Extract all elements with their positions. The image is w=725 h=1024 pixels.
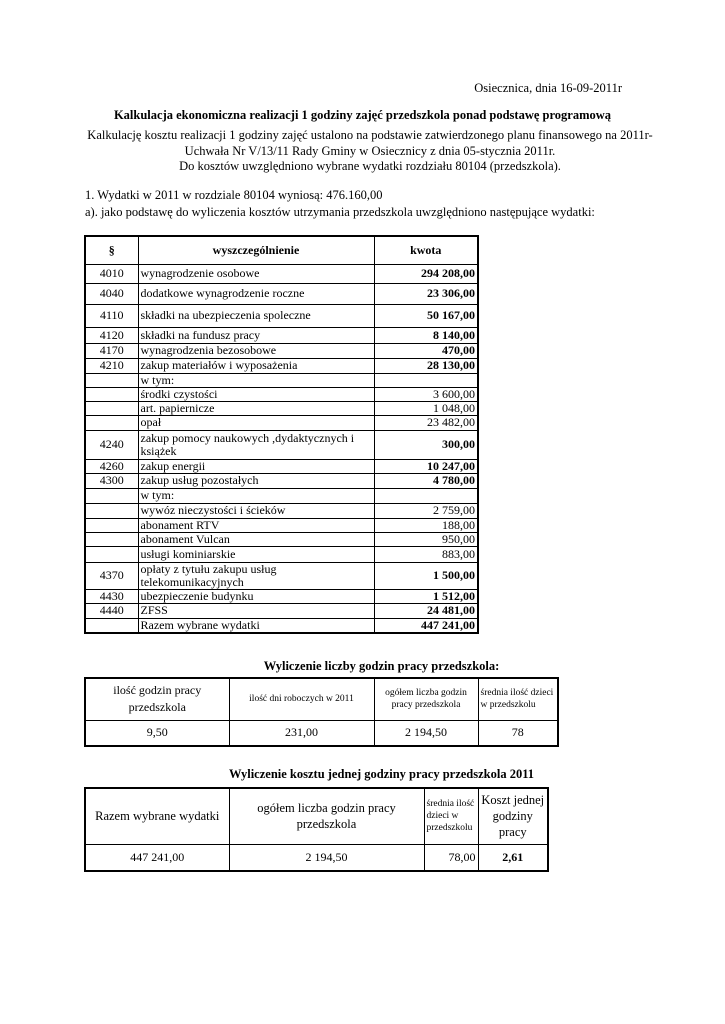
hours-value-total-hours: 2 194,50 bbox=[374, 720, 478, 746]
table-row bbox=[85, 618, 478, 633]
expense-name: wynagrodzenie osobowe bbox=[138, 264, 374, 283]
expense-amount: 188,00 bbox=[374, 518, 478, 532]
expense-code: 4440 bbox=[85, 603, 138, 618]
cost-value-total-hours: 2 194,50 bbox=[229, 844, 424, 871]
expense-code: 4370 bbox=[85, 562, 138, 589]
table-row bbox=[85, 373, 478, 387]
expense-code: 4010 bbox=[85, 264, 138, 283]
table-row bbox=[85, 430, 478, 459]
expense-name: składki na ubezpieczenia spoleczne bbox=[138, 304, 374, 327]
table-row bbox=[85, 473, 478, 488]
expense-code: 4300 bbox=[85, 473, 138, 488]
expense-code bbox=[85, 415, 138, 430]
expense-amount: 447 241,00 bbox=[374, 618, 478, 633]
expense-name: usługi kominiarskie bbox=[138, 546, 374, 562]
table-row bbox=[85, 532, 478, 546]
expense-name: abonament RTV bbox=[138, 518, 374, 532]
expense-amount: 8 140,00 bbox=[374, 327, 478, 343]
header-amount: kwota bbox=[374, 236, 478, 264]
expense-amount bbox=[374, 373, 478, 387]
expense-code: 4240 bbox=[85, 430, 138, 459]
expense-name: Razem wybrane wydatki bbox=[138, 618, 374, 633]
cost-value-hour-cost: 2,61 bbox=[478, 844, 548, 871]
cost-section-title: Wyliczenie kosztu jednej godziny pracy przedszkola 2011 bbox=[228, 767, 535, 781]
expense-code bbox=[85, 401, 138, 415]
hours-table bbox=[84, 677, 559, 747]
table-row bbox=[85, 603, 478, 618]
expense-code bbox=[85, 618, 138, 633]
hours-header-daily-hours: ilość godzin pracy przedszkola bbox=[85, 678, 229, 720]
expense-name: ubezpieczenie budynku bbox=[138, 589, 374, 603]
header-description: wyszczególnienie bbox=[138, 236, 374, 264]
expense-code bbox=[85, 503, 138, 518]
cost-value-total-expenses: 447 241,00 bbox=[85, 844, 229, 871]
expense-amount: 50 167,00 bbox=[374, 304, 478, 327]
cost-header-avg-children: średnia ilość dzieci w przedszkolu bbox=[424, 788, 478, 844]
intro-line-3: Do kosztów uwzględniono wybrane wydatki rozdziału 80104 (przedszkola). bbox=[179, 159, 561, 173]
expense-name: dodatkowe wynagrodzenie roczne bbox=[138, 283, 374, 304]
expense-code bbox=[85, 546, 138, 562]
table-row bbox=[85, 488, 478, 503]
expense-amount: 4 780,00 bbox=[374, 473, 478, 488]
document-title: Kalkulacja ekonomiczna realizacji 1 godziny zajęć przedszkola ponad podstawę programową bbox=[113, 108, 612, 122]
table-row bbox=[85, 387, 478, 401]
intro-line-2: Uchwała Nr V/13/11 Rady Gminy w Osiecznicy z dnia 05-stycznia 2011r. bbox=[184, 143, 556, 158]
expense-code: 4120 bbox=[85, 327, 138, 343]
expense-amount: 28 130,00 bbox=[374, 358, 478, 373]
expense-code bbox=[85, 373, 138, 387]
expense-name: zakup usług pozostałych bbox=[138, 473, 374, 488]
table-row bbox=[85, 546, 478, 562]
cost-header-hour-cost: Koszt jednej godziny pracy bbox=[478, 788, 548, 844]
expense-amount: 2 759,00 bbox=[374, 503, 478, 518]
expense-code: 4210 bbox=[85, 358, 138, 373]
expense-amount: 24 481,00 bbox=[374, 603, 478, 618]
hours-value-avg-children: 78 bbox=[478, 720, 558, 746]
expense-amount: 883,00 bbox=[374, 546, 478, 562]
expense-amount: 23 306,00 bbox=[374, 283, 478, 304]
table-row bbox=[85, 589, 478, 603]
expense-amount: 294 208,00 bbox=[374, 264, 478, 283]
expense-amount bbox=[374, 488, 478, 503]
expense-name: składki na fundusz pracy bbox=[138, 327, 374, 343]
expense-amount: 1 048,00 bbox=[374, 401, 478, 415]
expense-code: 4040 bbox=[85, 283, 138, 304]
expense-code: 4170 bbox=[85, 343, 138, 358]
expense-name: zakup energii bbox=[138, 459, 374, 473]
table-row bbox=[85, 459, 478, 473]
expense-name: wywóz nieczystości i ścieków bbox=[138, 503, 374, 518]
expense-amount: 950,00 bbox=[374, 532, 478, 546]
cost-table bbox=[84, 787, 549, 872]
expense-amount: 1 500,00 bbox=[374, 562, 478, 589]
expense-code bbox=[85, 532, 138, 546]
header-paragraph-symbol: § bbox=[85, 236, 138, 264]
expense-code: 4430 bbox=[85, 589, 138, 603]
expense-name: w tym: bbox=[138, 488, 374, 503]
expense-name: ZFSS bbox=[138, 603, 374, 618]
expenses-basis-paragraph: a). jako podstawę do wyliczenia kosztów utrzymania przedszkola uwzględniono następujące wydatki: bbox=[85, 205, 595, 219]
hours-header-working-days: ilość dni roboczych w 2011 bbox=[229, 678, 374, 720]
expense-amount: 23 482,00 bbox=[374, 415, 478, 430]
table-row bbox=[85, 503, 478, 518]
intro-text bbox=[0, 128, 725, 175]
expense-name: opłaty z tytułu zakupu usług telekomunikacyjnych bbox=[138, 562, 374, 589]
expense-amount: 470,00 bbox=[374, 343, 478, 358]
document-date: Osiecznica, dnia 16-09-2011r bbox=[474, 81, 622, 95]
hours-header-avg-children: średnia ilość dzieci w przedszkolu bbox=[478, 678, 558, 720]
expense-name: wynagrodzenia bezosobowe bbox=[138, 343, 374, 358]
expense-name: abonament Vulcan bbox=[138, 532, 374, 546]
cost-header-total-expenses: Razem wybrane wydatki bbox=[85, 788, 229, 844]
expenses-table-header bbox=[85, 236, 478, 264]
expense-amount: 300,00 bbox=[374, 430, 478, 459]
table-row bbox=[85, 343, 478, 358]
expense-code bbox=[85, 387, 138, 401]
cost-value-avg-children: 78,00 bbox=[424, 844, 478, 871]
hours-value-working-days: 231,00 bbox=[229, 720, 374, 746]
expense-name: art. papiernicze bbox=[138, 401, 374, 415]
expenses-table bbox=[84, 235, 479, 634]
hours-value-daily-hours: 9,50 bbox=[85, 720, 229, 746]
hours-header-total-hours: ogółem liczba godzin pracy przedszkola bbox=[374, 678, 478, 720]
cost-header-total-hours: ogółem liczba godzin pracy przedszkola bbox=[229, 788, 424, 844]
table-row bbox=[85, 401, 478, 415]
expense-name: zakup pomocy naukowych ,dydaktycznych i książek bbox=[138, 430, 374, 459]
table-row bbox=[85, 415, 478, 430]
expense-code bbox=[85, 488, 138, 503]
expense-amount: 3 600,00 bbox=[374, 387, 478, 401]
expense-name: opał bbox=[138, 415, 374, 430]
expense-amount: 1 512,00 bbox=[374, 589, 478, 603]
table-row bbox=[85, 358, 478, 373]
expense-code: 4260 bbox=[85, 459, 138, 473]
intro-line-1: Kalkulację kosztu realizacji 1 godziny zajęć ustalono na podstawie zatwierdzonego planu finansowego na 2011r- bbox=[87, 128, 653, 142]
expense-name: środki czystości bbox=[138, 387, 374, 401]
table-row bbox=[85, 518, 478, 532]
expense-code: 4110 bbox=[85, 304, 138, 327]
table-row bbox=[85, 304, 478, 327]
expense-name: w tym: bbox=[138, 373, 374, 387]
expense-amount: 10 247,00 bbox=[374, 459, 478, 473]
table-row bbox=[85, 327, 478, 343]
hours-section-title: Wyliczenie liczby godzin pracy przedszkola: bbox=[263, 659, 500, 673]
table-row bbox=[85, 283, 478, 304]
table-row bbox=[85, 264, 478, 283]
expense-name: zakup materiałów i wyposażenia bbox=[138, 358, 374, 373]
expenses-total-paragraph: 1. Wydatki w 2011 w rozdziale 80104 wyniosą: 476.160,00 bbox=[85, 188, 383, 202]
table-row bbox=[85, 562, 478, 589]
expense-code bbox=[85, 518, 138, 532]
